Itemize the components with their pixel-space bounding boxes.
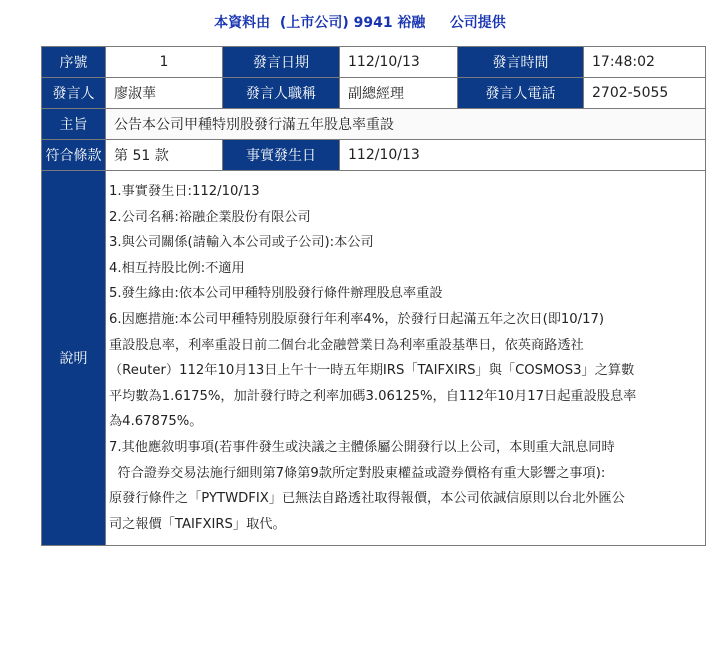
clause-value: 第 51 款 [106, 140, 223, 171]
speaker-phone-label: 發言人電話 [458, 78, 584, 109]
description-lines [106, 171, 705, 545]
clause-label: 符合條款 [42, 140, 106, 171]
row-clause [42, 140, 706, 171]
speaker-title-label: 發言人職稱 [223, 78, 340, 109]
description-line: 5.發生緣由:依本公司甲種特別股發行條件辦理股息率重設 [109, 286, 443, 302]
speaker-title-value: 副總經理 [340, 78, 458, 109]
header-suffix: 公司提供 [449, 15, 506, 31]
description-line: 原發行條件之「PYTWDFIX」已無法自路透社取得報價，本公司依誠信原則以台北外匯公 [109, 491, 625, 507]
time-value: 17:48:02 [584, 47, 706, 78]
row-speaker [42, 78, 706, 109]
subject-value: 公告本公司甲種特別股發行滿五年股息率重設 [106, 109, 706, 140]
date-label: 發言日期 [223, 47, 340, 78]
description-line: 2.公司名稱:裕融企業股份有限公司 [109, 209, 311, 225]
description-line: 重設股息率，利率重設日前二個台北金融營業日為利率重設基準日，依英商路透社 [109, 337, 584, 353]
description-line: 平均數為1.6175%，加計發行時之利率加碼3.06125%，自112年10月17日起重設股息率 [109, 388, 637, 404]
speaker-label: 發言人 [42, 78, 106, 109]
announcement-table [41, 46, 706, 546]
time-label: 發言時間 [458, 47, 584, 78]
fact-date-label: 事實發生日 [223, 140, 340, 171]
date-value: 112/10/13 [340, 47, 458, 78]
description-line: 3.與公司關係(請輸入本公司或子公司):本公司 [109, 235, 374, 251]
row-description [42, 171, 706, 546]
row-serial-date-time [42, 47, 706, 78]
serial-label: 序號 [42, 47, 106, 78]
fact-date-value: 112/10/13 [340, 140, 706, 171]
row-subject [42, 109, 706, 140]
description-line: 符合證券交易法施行細則第7條第9款所定對股東權益或證券價格有重大影響之事項): [109, 465, 606, 481]
description-line: 4.相互持股比例:不適用 [109, 260, 245, 276]
subject-label: 主旨 [42, 109, 106, 140]
header-prefix: 本資料由 [214, 15, 271, 31]
page-header [0, 0, 720, 46]
speaker-value: 廖淑華 [106, 78, 223, 109]
description-line: 司之報價「TAIFXIRS」取代。 [109, 516, 286, 532]
description-line: （Reuter）112年10月13日上午十一時五年期IRS「TAIFXIRS」與「COSMOS3」之算數 [109, 363, 635, 379]
description-line: 1.事實發生日:112/10/13 [109, 184, 260, 199]
serial-value: 1 [106, 47, 223, 78]
description-line: 為4.67875%。 [109, 414, 203, 430]
description-line: 7.其他應敘明事項(若事件發生或決議之主體係屬公開發行以上公司，本則重大訊息同時 [109, 439, 615, 455]
description-label: 說明 [42, 171, 106, 546]
description-line: 6.因應措施:本公司甲種特別股原發行年利率4%，於發行日起滿五年之次日(即10/17) [109, 311, 605, 327]
speaker-phone-value: 2702-5055 [584, 78, 706, 109]
description-body [106, 171, 706, 546]
header-company: (上市公司) 9941 裕融 [279, 15, 426, 31]
